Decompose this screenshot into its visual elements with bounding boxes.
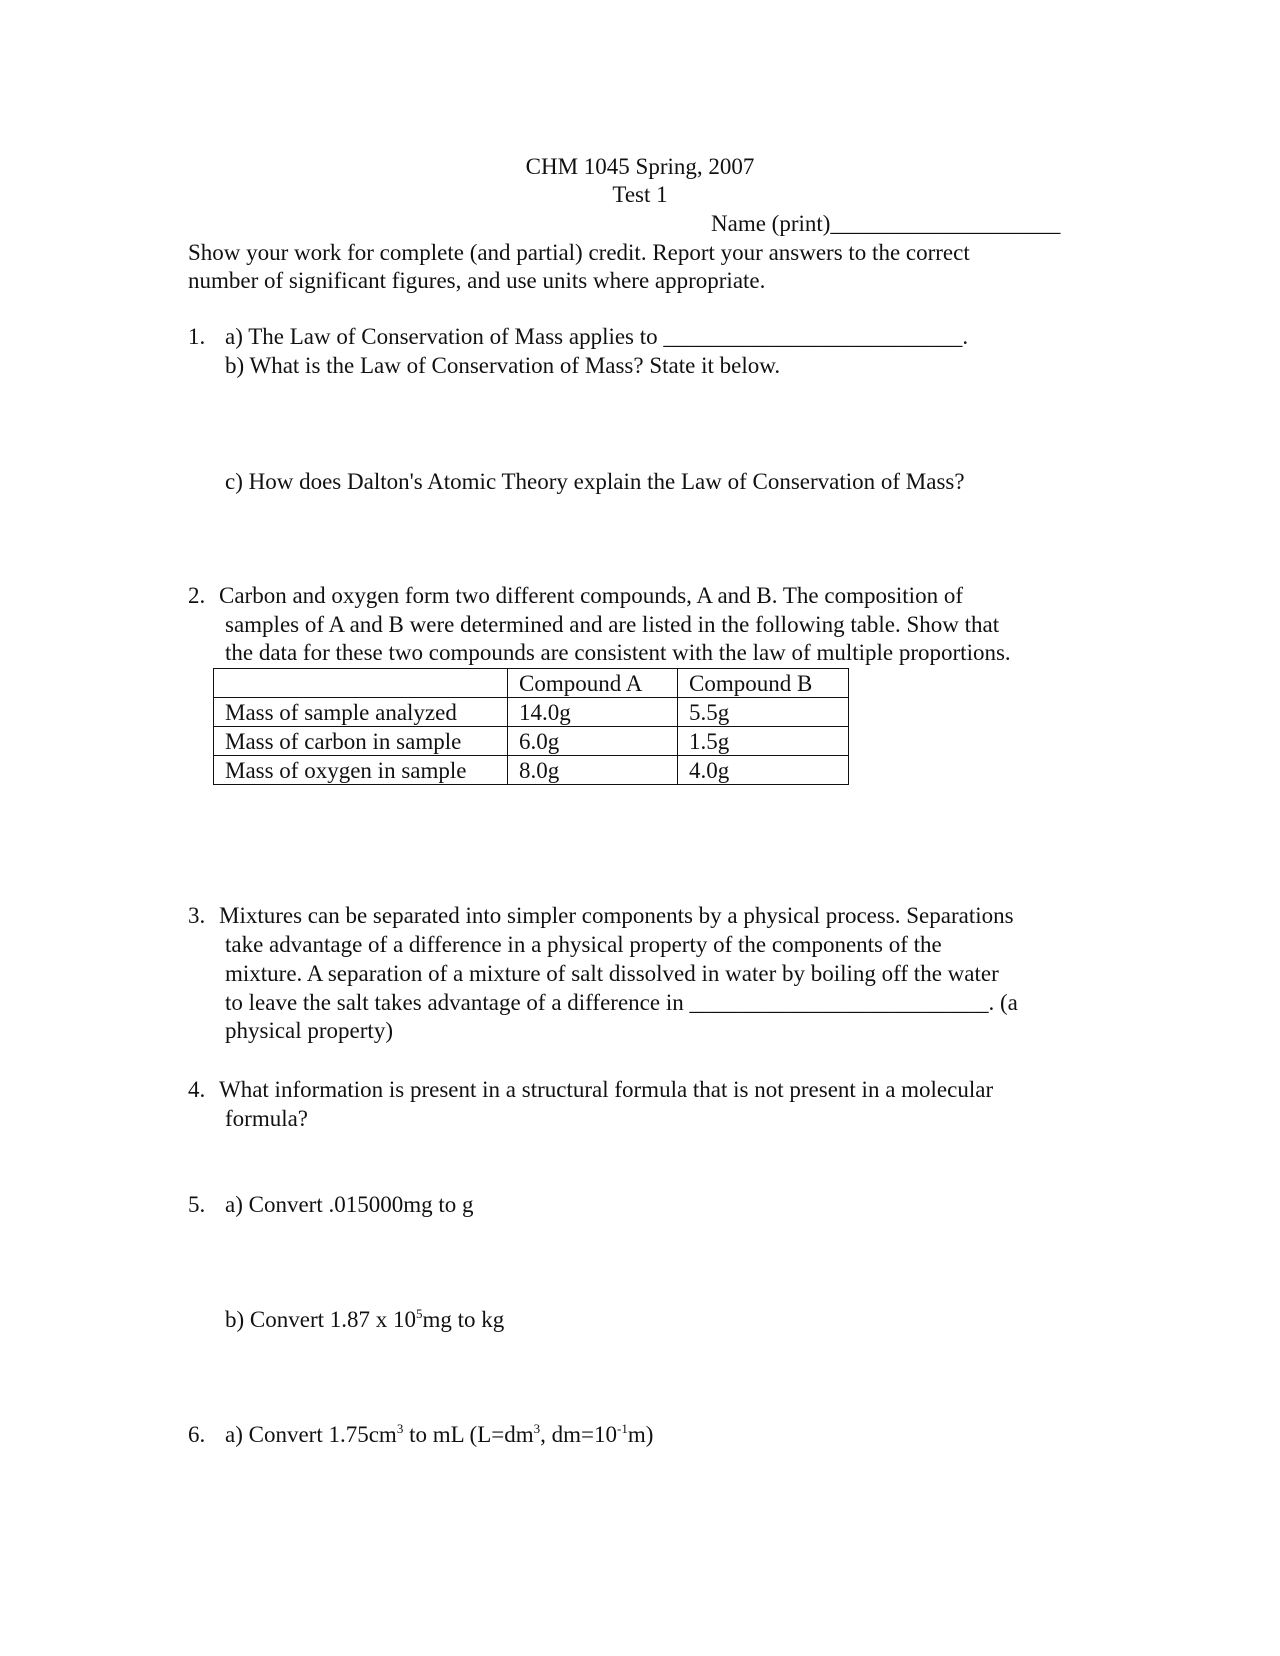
- question-3-number: 3.: [188, 903, 206, 928]
- question-4-line-1: What information is present in a structural formula that is not present in a molecular: [219, 1077, 994, 1102]
- question-3-line-2: take advantage of a difference in a physical property of the components of the: [225, 932, 942, 957]
- question-1c: c) How does Dalton's Atomic Theory explain the Law of Conservation of Mass?: [225, 469, 965, 494]
- table-cell: 8.0g: [508, 756, 678, 785]
- question-2-number: 2.: [188, 583, 206, 608]
- question-6a: [225, 1420, 653, 1449]
- question-6a-text-mid-2: , dm=10: [540, 1422, 617, 1447]
- question-2-line-2: samples of A and B were determined and are listed in the following table. Show that: [225, 612, 1000, 637]
- question-5b-unit: mg to kg: [422, 1307, 505, 1332]
- question-6a-exponent-2: 3: [533, 1421, 541, 1436]
- instructions-line-2: number of significant figures, and use units where appropriate.: [188, 268, 766, 293]
- question-6a-text: a) Convert 1.75cm: [225, 1422, 397, 1447]
- question-6a-text-end: m): [627, 1422, 654, 1447]
- table-row: [214, 756, 849, 785]
- question-6a-exponent-1: 3: [396, 1421, 404, 1436]
- question-2-line-3: the data for these two compounds are consistent with the law of multiple proportions.: [225, 640, 1011, 665]
- question-1b: b) What is the Law of Conservation of Mass? State it below.: [225, 353, 781, 378]
- table-cell: 6.0g: [508, 727, 678, 756]
- table-cell: Mass of carbon in sample: [214, 727, 508, 756]
- table-cell: 14.0g: [508, 698, 678, 727]
- composition-table: [213, 668, 849, 785]
- question-3-line-4: to leave the salt takes advantage of a difference in __________________________. (a: [225, 990, 1018, 1015]
- question-3-line-5: physical property): [225, 1018, 393, 1043]
- question-4-number: 4.: [188, 1077, 206, 1102]
- question-3-line-1: Mixtures can be separated into simpler components by a physical process. Separations: [219, 903, 1014, 928]
- table-header-cell: Compound B: [678, 669, 849, 698]
- question-3-line-3: mixture. A separation of a mixture of salt dissolved in water by boiling off the water: [225, 961, 999, 986]
- table-row: [214, 698, 849, 727]
- instructions-line-1: Show your work for complete (and partial) credit. Report your answers to the correct: [188, 240, 970, 265]
- question-5-number: 5.: [188, 1192, 206, 1217]
- table-cell: Mass of oxygen in sample: [214, 756, 508, 785]
- table-header-row: [214, 669, 849, 698]
- question-5b-exponent: 5: [416, 1306, 423, 1321]
- question-5a: a) Convert .015000mg to g: [225, 1192, 474, 1217]
- question-5b: [225, 1305, 504, 1334]
- question-2-line-1: Carbon and oxygen form two different compounds, A and B. The composition of: [219, 583, 963, 608]
- table-header-cell: Compound A: [508, 669, 678, 698]
- table-cell: Mass of sample analyzed: [214, 698, 508, 727]
- question-5b-text: b) Convert 1.87 x 10: [225, 1307, 417, 1332]
- question-6a-exponent-3: -1: [617, 1421, 628, 1436]
- test-title: Test 1: [612, 182, 668, 207]
- table-row: [214, 727, 849, 756]
- question-1-number: 1.: [188, 324, 206, 349]
- course-title: CHM 1045 Spring, 2007: [525, 154, 755, 179]
- question-6a-text-mid: to mL (L=dm: [403, 1422, 534, 1447]
- table-cell: 5.5g: [678, 698, 849, 727]
- name-field-label: Name (print)____________________: [711, 211, 1061, 236]
- question-1a: a) The Law of Conservation of Mass applies to __________________________.: [225, 324, 969, 349]
- table-header-cell: [214, 669, 508, 698]
- table-cell: 1.5g: [678, 727, 849, 756]
- table-cell: 4.0g: [678, 756, 849, 785]
- question-6-number: 6.: [188, 1422, 206, 1447]
- question-4-line-2: formula?: [225, 1106, 309, 1131]
